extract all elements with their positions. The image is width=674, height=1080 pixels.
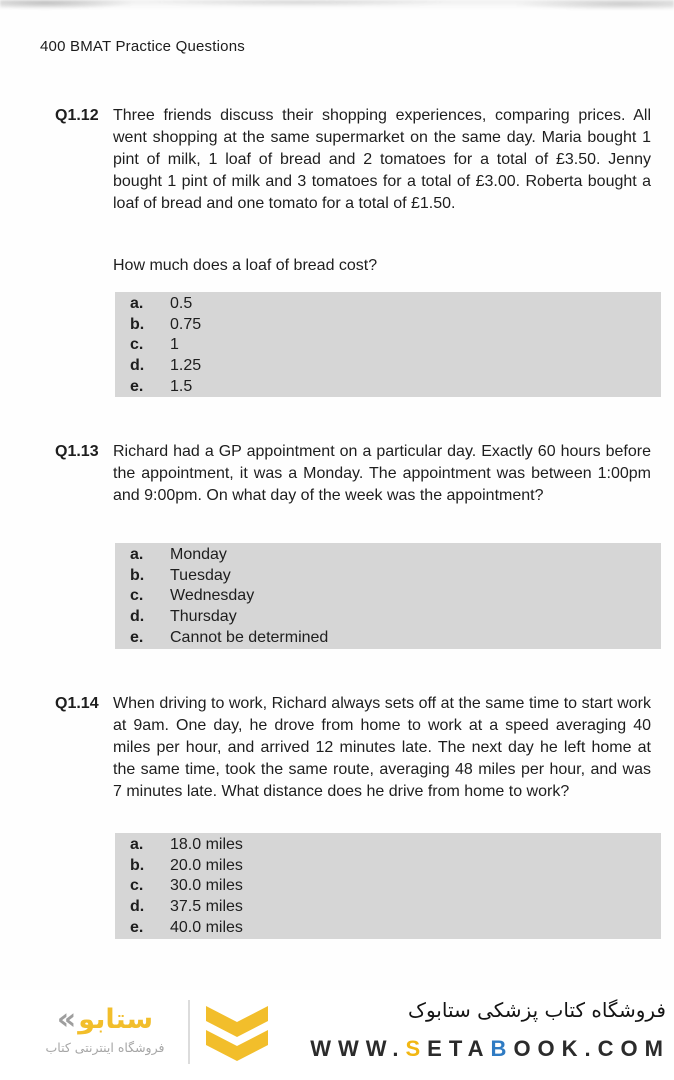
question-block-q1-13	[55, 441, 651, 507]
option-row	[115, 876, 661, 897]
option-row	[115, 356, 661, 377]
option-text: 0.75	[170, 315, 202, 333]
option-letter: b.	[130, 566, 145, 584]
option-letter: d.	[130, 357, 145, 375]
question-block-q1-12	[55, 105, 651, 215]
option-row	[115, 566, 661, 587]
option-letter: e.	[130, 918, 144, 936]
question-number: Q1.14	[55, 695, 99, 712]
option-row	[115, 586, 661, 607]
option-text: 1	[170, 336, 179, 354]
url-segment: OOK.COM	[513, 1036, 670, 1061]
option-row	[115, 294, 661, 315]
option-text: 18.0 miles	[170, 836, 243, 854]
option-row	[115, 335, 661, 356]
chevron-left-icon: «	[56, 1002, 77, 1037]
option-text: 1.5	[170, 377, 193, 395]
option-text: 37.5 miles	[170, 898, 243, 916]
question-number: Q1.13	[55, 443, 99, 460]
option-text: 30.0 miles	[170, 877, 243, 895]
question-number: Q1.12	[55, 107, 99, 124]
wordmark-text: ستابو	[78, 1004, 154, 1035]
store-title: فروشگاه کتاب پزشکی ستابوک	[408, 998, 666, 1022]
option-row	[115, 376, 661, 397]
option-row	[115, 897, 661, 918]
setabook-wordmark	[57, 1002, 153, 1038]
setabook-emblem-icon	[200, 996, 274, 1077]
option-row	[115, 607, 661, 628]
question-block-q1-14	[55, 693, 651, 803]
question-text: Richard had a GP appointment on a particular day. Exactly 60 hours before the appointment, it was a Monday. The appointment was between 1:00pm and 9:00pm. On what day of the week was the appointment?	[113, 443, 651, 504]
option-text: 20.0 miles	[170, 856, 243, 874]
question-text: When driving to work, Richard always sets off at the same time to start work at 9am. One day, he drove from home to work at a speed averaging 40 miles per hour, and arrived 12 minutes late. The next day he left home at the same time, took the same route, averaging 48 miles per hour, and was 7 minutes late. What distance does he drive from home to work?	[113, 695, 651, 800]
option-letter: d.	[130, 608, 145, 626]
options-box-q1-13	[115, 543, 661, 649]
question-text: Three friends discuss their shopping experiences, comparing prices. All went shopping at the same supermarket on the same day. Maria bought 1 pint of milk, 1 loaf of bread and 2 tomatoes for a total of £3.50. Jenny bought 1 pint of milk and 3 tomatoes for a total of £3.00. Roberta bought a loaf of bread and one tomato for a total of £1.50.	[113, 107, 651, 212]
page-header: 400 BMAT Practice Questions	[40, 38, 245, 55]
options-box-q1-12	[115, 292, 661, 397]
option-letter: d.	[130, 898, 145, 916]
option-text: 40.0 miles	[170, 918, 243, 936]
scan-noise	[0, 0, 674, 16]
setabook-logo	[30, 1002, 180, 1055]
option-letter: e.	[130, 628, 144, 646]
url-segment-accent: S	[405, 1036, 428, 1061]
option-text: Monday	[170, 546, 227, 564]
option-letter: e.	[130, 377, 144, 395]
option-letter: c.	[130, 336, 144, 354]
option-text: 0.5	[170, 295, 193, 313]
option-letter: a.	[130, 836, 144, 854]
footer	[0, 990, 674, 1080]
logo-subtitle: فروشگاه اینترنتی کتاب	[45, 1040, 165, 1055]
website-url	[310, 1036, 670, 1062]
option-row	[115, 315, 661, 336]
option-letter: c.	[130, 587, 144, 605]
option-letter: b.	[130, 315, 145, 333]
logo-divider	[188, 1000, 190, 1064]
option-row	[115, 917, 661, 938]
option-row	[115, 835, 661, 856]
url-segment: ETA	[427, 1036, 491, 1061]
option-letter: a.	[130, 546, 144, 564]
option-letter: b.	[130, 856, 145, 874]
option-row	[115, 627, 661, 648]
options-box-q1-14	[115, 833, 661, 939]
option-row	[115, 856, 661, 877]
option-text: Tuesday	[170, 566, 231, 584]
option-row	[115, 545, 661, 566]
option-letter: a.	[130, 295, 144, 313]
option-letter: c.	[130, 877, 144, 895]
url-segment: WWW.	[310, 1036, 406, 1061]
option-text: Wednesday	[170, 587, 255, 605]
option-text: Thursday	[170, 608, 237, 626]
option-text: 1.25	[170, 357, 202, 375]
option-text: Cannot be determined	[170, 628, 329, 646]
url-segment-accent: B	[490, 1036, 514, 1061]
question-prompt: How much does a loaf of bread cost?	[113, 257, 378, 274]
